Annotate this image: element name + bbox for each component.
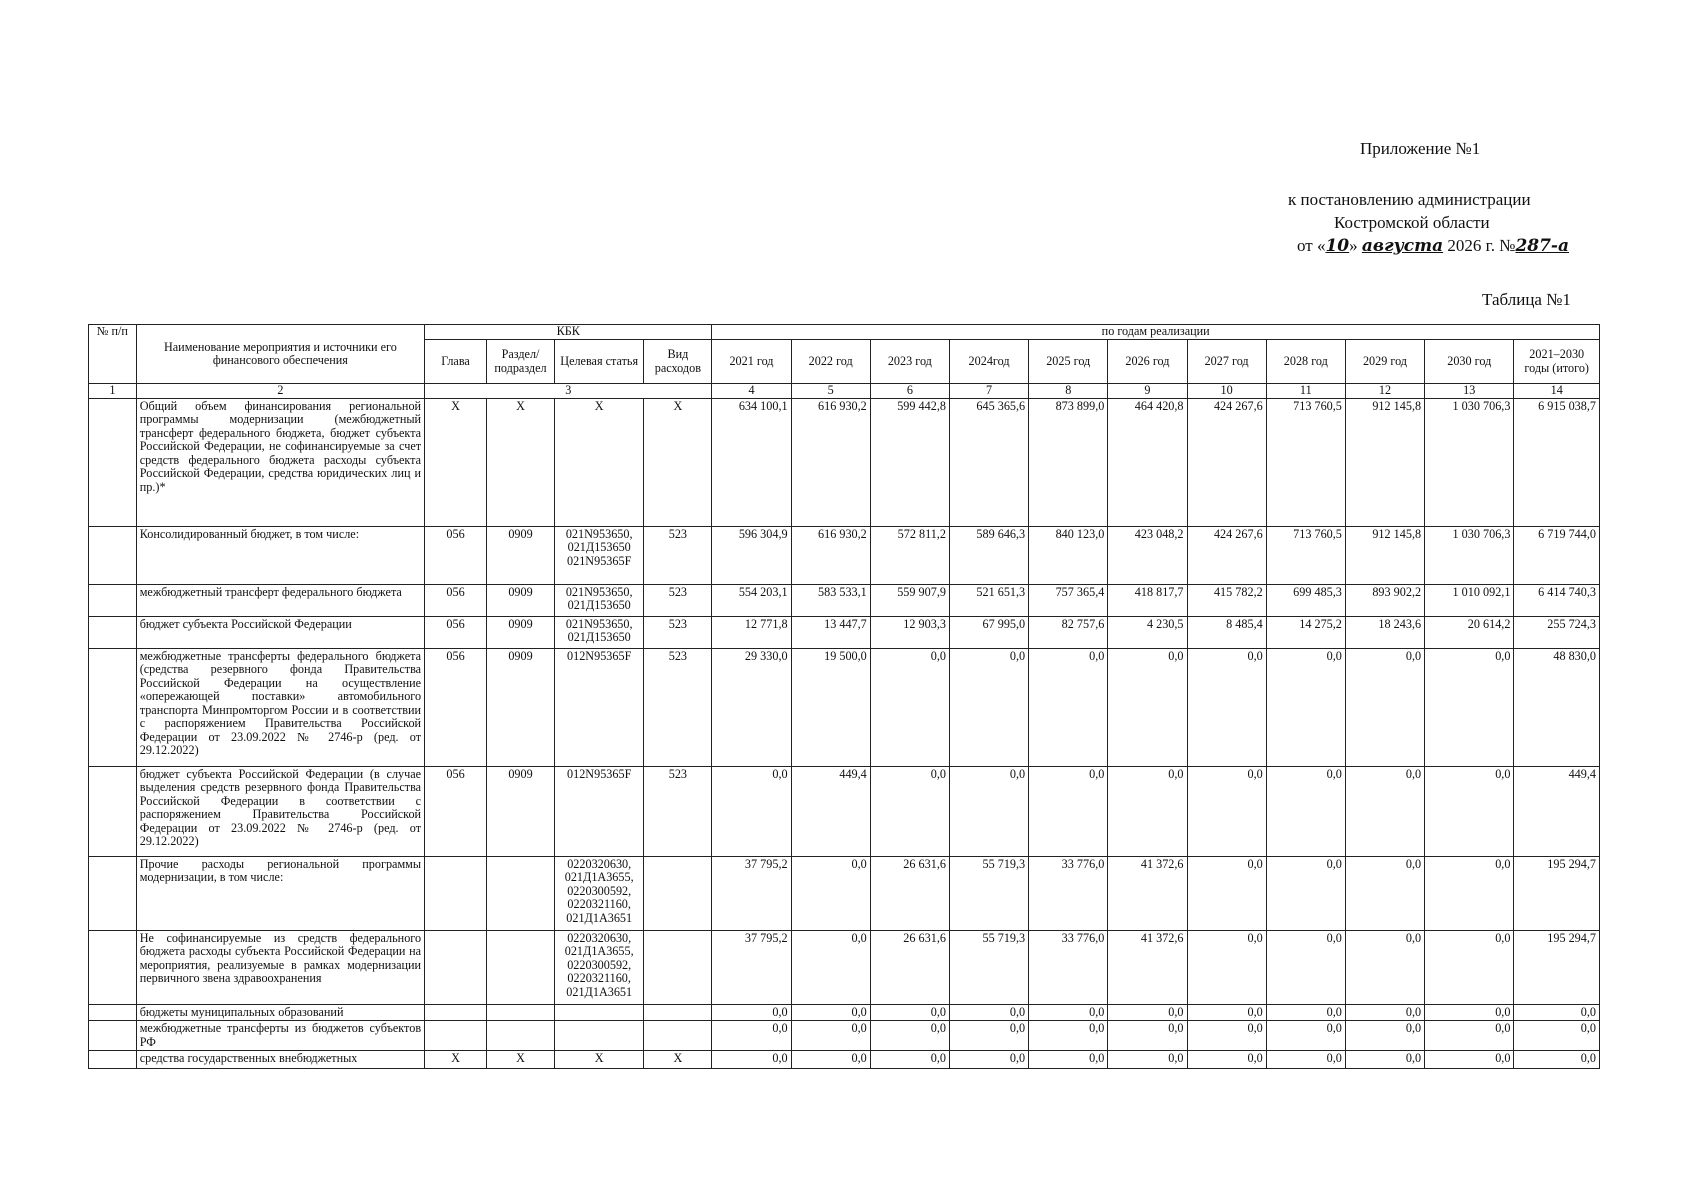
year-value-cell: 0,0 <box>870 1021 949 1051</box>
year-value-cell: 18 243,6 <box>1345 616 1424 648</box>
year-value-cell: 0,0 <box>1425 1051 1514 1069</box>
year-value-cell: 1 030 706,3 <box>1425 526 1514 584</box>
glava-cell: 056 <box>425 526 487 584</box>
glava-cell <box>425 1004 487 1021</box>
header-razdel: Раздел/ подраздел <box>487 340 555 384</box>
glava-cell: 056 <box>425 616 487 648</box>
table-body <box>89 398 1600 1069</box>
year-value-cell: 0,0 <box>949 1004 1028 1021</box>
column-number: 7 <box>949 384 1028 399</box>
year-value-cell: 873 899,0 <box>1029 398 1108 526</box>
row-number-cell <box>89 1021 137 1051</box>
year-value-cell: 41 372,6 <box>1108 930 1187 1004</box>
total-value-cell: 6 915 038,7 <box>1514 398 1600 526</box>
year-value-cell: 645 365,6 <box>949 398 1028 526</box>
razdel-cell: 0909 <box>487 766 555 856</box>
vid-cell: 523 <box>644 616 712 648</box>
razdel-cell: 0909 <box>487 526 555 584</box>
year-value-cell: 0,0 <box>1345 856 1424 930</box>
financing-table <box>88 324 1600 1069</box>
year-value-cell: 0,0 <box>791 930 870 1004</box>
row-number-cell <box>89 1051 137 1069</box>
header-year: 2022 год <box>791 340 870 384</box>
year-value-cell: 0,0 <box>870 1051 949 1069</box>
glava-cell: X <box>425 398 487 526</box>
column-number: 3 <box>425 384 712 399</box>
vid-cell: 523 <box>644 648 712 766</box>
year-value-cell: 634 100,1 <box>712 398 791 526</box>
year-value-cell: 418 817,7 <box>1108 584 1187 616</box>
table-row <box>89 526 1600 584</box>
year-value-cell: 33 776,0 <box>1029 856 1108 930</box>
table-caption: Таблица №1 <box>1482 290 1571 309</box>
header-glava: Глава <box>425 340 487 384</box>
table-row <box>89 930 1600 1004</box>
column-number: 9 <box>1108 384 1187 399</box>
year-value-cell: 0,0 <box>949 648 1028 766</box>
date-day-handwritten: 10 <box>1325 236 1350 256</box>
header-year: 2025 год <box>1029 340 1108 384</box>
year-value-cell: 26 631,6 <box>870 930 949 1004</box>
year-value-cell: 449,4 <box>791 766 870 856</box>
decree-number-handwritten: 287-а <box>1515 236 1569 256</box>
year-value-cell: 0,0 <box>1187 1004 1266 1021</box>
year-value-cell: 559 907,9 <box>870 584 949 616</box>
year-value-cell: 55 719,3 <box>949 856 1028 930</box>
year-value-cell: 912 145,8 <box>1345 526 1424 584</box>
year-value-cell: 41 372,6 <box>1108 856 1187 930</box>
year-value-cell: 67 995,0 <box>949 616 1028 648</box>
row-name-cell: Общий объем финансирования региональной программы модернизации (межбюджетный трансферт федерального бюджета, бюджет субъекта Российской Федерации, не софинансируемые за счет средств федерального бюджета расходы субъекта Российской Федерации, средства юридических лиц и пр.)* <box>136 398 424 526</box>
tselevaya-cell: 0220320630, 021Д1А3655, 0220300592, 0220321160, 021Д1А3651 <box>555 930 644 1004</box>
date-mid: » <box>1349 236 1362 255</box>
year-value-cell: 13 447,7 <box>791 616 870 648</box>
tselevaya-cell: X <box>555 398 644 526</box>
year-value-cell: 1 010 092,1 <box>1425 584 1514 616</box>
year-value-cell: 0,0 <box>712 766 791 856</box>
year-value-cell: 0,0 <box>1187 856 1266 930</box>
header-year: 2023 год <box>870 340 949 384</box>
year-value-cell: 0,0 <box>1425 856 1514 930</box>
year-value-cell: 0,0 <box>1266 1004 1345 1021</box>
table-row <box>89 398 1600 526</box>
table-row <box>89 856 1600 930</box>
table-row <box>89 1051 1600 1069</box>
glava-cell: 056 <box>425 584 487 616</box>
vid-cell: 523 <box>644 766 712 856</box>
year-value-cell: 0,0 <box>1108 766 1187 856</box>
row-number-cell <box>89 1004 137 1021</box>
year-value-cell: 19 500,0 <box>791 648 870 766</box>
tselevaya-cell: 012N95365F <box>555 766 644 856</box>
year-value-cell: 0,0 <box>791 1004 870 1021</box>
year-value-cell: 0,0 <box>712 1051 791 1069</box>
razdel-cell <box>487 930 555 1004</box>
table-row <box>89 584 1600 616</box>
column-number: 14 <box>1514 384 1600 399</box>
year-value-cell: 20 614,2 <box>1425 616 1514 648</box>
row-number-cell <box>89 398 137 526</box>
header-year: 2021 год <box>712 340 791 384</box>
header-year: 2027 год <box>1187 340 1266 384</box>
year-value-cell: 0,0 <box>1425 648 1514 766</box>
header-year: 2024год <box>949 340 1028 384</box>
year-value-cell: 0,0 <box>1425 930 1514 1004</box>
year-value-cell: 423 048,2 <box>1108 526 1187 584</box>
total-value-cell: 0,0 <box>1514 1004 1600 1021</box>
total-value-cell: 6 414 740,3 <box>1514 584 1600 616</box>
table-row <box>89 766 1600 856</box>
year-value-cell: 0,0 <box>791 1021 870 1051</box>
year-value-cell: 37 795,2 <box>712 856 791 930</box>
year-value-cell: 0,0 <box>1425 766 1514 856</box>
year-value-cell: 0,0 <box>1187 1051 1266 1069</box>
total-value-cell: 6 719 744,0 <box>1514 526 1600 584</box>
glava-cell: 056 <box>425 648 487 766</box>
year-value-cell: 1 030 706,3 <box>1425 398 1514 526</box>
year-value-cell: 554 203,1 <box>712 584 791 616</box>
year-value-cell: 0,0 <box>1187 766 1266 856</box>
row-name-cell: Не софинансируемые из средств федерального бюджета расходы субъекта Российской Федерации на мероприятия, реализуемые в рамках модернизации первичного звена здравоохранения <box>136 930 424 1004</box>
year-value-cell: 616 930,2 <box>791 526 870 584</box>
vid-cell: X <box>644 1051 712 1069</box>
year-value-cell: 26 631,6 <box>870 856 949 930</box>
table-row <box>89 1004 1600 1021</box>
glava-cell <box>425 1021 487 1051</box>
year-value-cell: 0,0 <box>1345 930 1424 1004</box>
year-value-cell: 0,0 <box>1187 930 1266 1004</box>
total-value-cell: 195 294,7 <box>1514 856 1600 930</box>
year-value-cell: 0,0 <box>712 1021 791 1051</box>
row-number-cell <box>89 648 137 766</box>
year-value-cell: 0,0 <box>1029 1004 1108 1021</box>
row-name-cell: бюджет субъекта Российской Федерации (в случае выделения средств резервного фонда Правительства Российской Федерации в соответствии с распоряжением Правительства Российской Федерации от 23.09.2022 № 2746-р (ред. от 29.12.2022) <box>136 766 424 856</box>
year-value-cell: 0,0 <box>1345 766 1424 856</box>
appendix-title: Приложение №1 <box>1360 139 1481 158</box>
year-value-cell: 0,0 <box>1108 1051 1187 1069</box>
year-value-cell: 0,0 <box>1029 1021 1108 1051</box>
tselevaya-cell: 021N953650, 021Д153650 <box>555 616 644 648</box>
vid-cell: X <box>644 398 712 526</box>
year-value-cell: 0,0 <box>1187 648 1266 766</box>
year-value-cell: 12 771,8 <box>712 616 791 648</box>
year-value-cell: 0,0 <box>870 1004 949 1021</box>
year-value-cell: 599 442,8 <box>870 398 949 526</box>
razdel-cell: 0909 <box>487 584 555 616</box>
year-value-cell: 29 330,0 <box>712 648 791 766</box>
vid-cell <box>644 856 712 930</box>
year-value-cell: 37 795,2 <box>712 930 791 1004</box>
header-year: 2026 год <box>1108 340 1187 384</box>
year-value-cell: 82 757,6 <box>1029 616 1108 648</box>
total-value-cell: 0,0 <box>1514 1051 1600 1069</box>
year-value-cell: 0,0 <box>1108 1004 1187 1021</box>
year-value-cell: 572 811,2 <box>870 526 949 584</box>
header-tselevaya: Целевая статья <box>555 340 644 384</box>
year-value-cell: 0,0 <box>791 1051 870 1069</box>
header-year: 2028 год <box>1266 340 1345 384</box>
page-bottom-margin <box>0 1098 1685 1200</box>
row-name-cell: межбюджетные трансферты из бюджетов субъектов РФ <box>136 1021 424 1051</box>
year-value-cell: 12 903,3 <box>870 616 949 648</box>
total-value-cell: 195 294,7 <box>1514 930 1600 1004</box>
year-value-cell: 14 275,2 <box>1266 616 1345 648</box>
table-row <box>89 1021 1600 1051</box>
row-name-cell: бюджет субъекта Российской Федерации <box>136 616 424 648</box>
year-value-cell: 0,0 <box>1266 1021 1345 1051</box>
year-value-cell: 0,0 <box>1345 1004 1424 1021</box>
year-value-cell: 713 760,5 <box>1266 526 1345 584</box>
header-years-group: по годам реализации <box>712 325 1600 340</box>
razdel-cell <box>487 1021 555 1051</box>
table-row <box>89 616 1600 648</box>
tselevaya-cell: 021N953650, 021Д153650 021N95365F <box>555 526 644 584</box>
year-value-cell: 840 123,0 <box>1029 526 1108 584</box>
header-year: 2030 год <box>1425 340 1514 384</box>
row-number-cell <box>89 584 137 616</box>
row-name-cell: средства государственных внебюджетных <box>136 1051 424 1069</box>
column-number: 10 <box>1187 384 1266 399</box>
row-name-cell: бюджеты муниципальных образований <box>136 1004 424 1021</box>
decree-date-line <box>1297 236 1569 256</box>
column-number: 6 <box>870 384 949 399</box>
glava-cell: X <box>425 1051 487 1069</box>
header-vid: Вид расходов <box>644 340 712 384</box>
year-value-cell: 33 776,0 <box>1029 930 1108 1004</box>
year-value-cell: 424 267,6 <box>1187 398 1266 526</box>
year-value-cell: 0,0 <box>949 1051 1028 1069</box>
column-number: 4 <box>712 384 791 399</box>
year-value-cell: 589 646,3 <box>949 526 1028 584</box>
year-value-cell: 424 267,6 <box>1187 526 1266 584</box>
year-value-cell: 0,0 <box>949 1021 1028 1051</box>
header-kbk: КБК <box>425 325 712 340</box>
vid-cell: 523 <box>644 584 712 616</box>
year-value-cell: 0,0 <box>1266 766 1345 856</box>
razdel-cell: 0909 <box>487 648 555 766</box>
razdel-cell: 0909 <box>487 616 555 648</box>
year-value-cell: 583 533,1 <box>791 584 870 616</box>
razdel-cell <box>487 856 555 930</box>
total-value-cell: 255 724,3 <box>1514 616 1600 648</box>
date-prefix: от « <box>1297 236 1326 255</box>
year-value-cell: 0,0 <box>1266 1051 1345 1069</box>
decree-line-1: к постановлению администрации <box>1288 190 1531 209</box>
glava-cell <box>425 930 487 1004</box>
table-row <box>89 648 1600 766</box>
total-value-cell: 449,4 <box>1514 766 1600 856</box>
razdel-cell: X <box>487 1051 555 1069</box>
row-number-cell <box>89 766 137 856</box>
row-name-cell: Прочие расходы региональной программы модернизации, в том числе: <box>136 856 424 930</box>
vid-cell <box>644 1004 712 1021</box>
year-value-cell: 0,0 <box>1108 1021 1187 1051</box>
column-number: 1 <box>89 384 137 399</box>
row-number-cell <box>89 856 137 930</box>
razdel-cell <box>487 1004 555 1021</box>
year-value-cell: 0,0 <box>791 856 870 930</box>
year-value-cell: 713 760,5 <box>1266 398 1345 526</box>
date-month-handwritten: августа <box>1361 236 1444 256</box>
row-name-cell: Консолидированный бюджет, в том числе: <box>136 526 424 584</box>
year-value-cell: 912 145,8 <box>1345 398 1424 526</box>
year-value-cell: 0,0 <box>1266 856 1345 930</box>
year-value-cell: 0,0 <box>1029 766 1108 856</box>
year-value-cell: 0,0 <box>870 766 949 856</box>
vid-cell <box>644 1021 712 1051</box>
year-value-cell: 893 902,2 <box>1345 584 1424 616</box>
column-number: 12 <box>1345 384 1424 399</box>
year-value-cell: 0,0 <box>1266 648 1345 766</box>
vid-cell: 523 <box>644 526 712 584</box>
year-value-cell: 521 651,3 <box>949 584 1028 616</box>
year-value-cell: 0,0 <box>1345 1021 1424 1051</box>
year-value-cell: 4 230,5 <box>1108 616 1187 648</box>
year-value-cell: 0,0 <box>1187 1021 1266 1051</box>
razdel-cell: X <box>487 398 555 526</box>
decree-line-2: Костромской области <box>1334 213 1490 232</box>
year-value-cell: 0,0 <box>870 648 949 766</box>
total-value-cell: 0,0 <box>1514 1021 1600 1051</box>
year-value-cell: 616 930,2 <box>791 398 870 526</box>
tselevaya-cell: X <box>555 1051 644 1069</box>
year-value-cell: 464 420,8 <box>1108 398 1187 526</box>
tselevaya-cell <box>555 1021 644 1051</box>
year-value-cell: 55 719,3 <box>949 930 1028 1004</box>
date-year: 2026 г. № <box>1443 236 1516 255</box>
year-value-cell: 0,0 <box>949 766 1028 856</box>
header-year: 2029 год <box>1345 340 1424 384</box>
year-value-cell: 0,0 <box>1425 1004 1514 1021</box>
row-number-cell <box>89 526 137 584</box>
year-value-cell: 0,0 <box>712 1004 791 1021</box>
row-number-cell <box>89 930 137 1004</box>
year-value-cell: 415 782,2 <box>1187 584 1266 616</box>
row-name-cell: межбюджетный трансферт федерального бюджета <box>136 584 424 616</box>
tselevaya-cell: 0220320630, 021Д1А3655, 0220300592, 0220321160, 021Д1А3651 <box>555 856 644 930</box>
year-value-cell: 0,0 <box>1108 648 1187 766</box>
column-number: 5 <box>791 384 870 399</box>
year-value-cell: 0,0 <box>1345 648 1424 766</box>
row-number-cell <box>89 616 137 648</box>
year-value-cell: 0,0 <box>1029 648 1108 766</box>
column-number: 13 <box>1425 384 1514 399</box>
year-value-cell: 0,0 <box>1029 1051 1108 1069</box>
column-number: 2 <box>136 384 424 399</box>
header-num: № п/п <box>89 325 137 384</box>
year-value-cell: 0,0 <box>1266 930 1345 1004</box>
glava-cell <box>425 856 487 930</box>
year-value-cell: 699 485,3 <box>1266 584 1345 616</box>
row-name-cell: межбюджетные трансферты федерального бюджета (средства резервного фонда Правительства Российской Федерации на осуществление «опережающей поставки» автомобильного транспорта Минпромторгом России и в соответствии с распоряжением Правительства Российской Федерации от 23.09.2022 № 2746-р (ред. от 29.12.2022) <box>136 648 424 766</box>
year-value-cell: 0,0 <box>1345 1051 1424 1069</box>
header-year-total: 2021–2030 годы (итого) <box>1514 340 1600 384</box>
tselevaya-cell <box>555 1004 644 1021</box>
column-number: 8 <box>1029 384 1108 399</box>
glava-cell: 056 <box>425 766 487 856</box>
header-name: Наименование мероприятия и источники его финансового обеспечения <box>136 325 424 384</box>
tselevaya-cell: 021N953650, 021Д153650 <box>555 584 644 616</box>
year-value-cell: 0,0 <box>1425 1021 1514 1051</box>
year-value-cell: 596 304,9 <box>712 526 791 584</box>
year-value-cell: 8 485,4 <box>1187 616 1266 648</box>
tselevaya-cell: 012N95365F <box>555 648 644 766</box>
year-value-cell: 757 365,4 <box>1029 584 1108 616</box>
total-value-cell: 48 830,0 <box>1514 648 1600 766</box>
vid-cell <box>644 930 712 1004</box>
column-number: 11 <box>1266 384 1345 399</box>
